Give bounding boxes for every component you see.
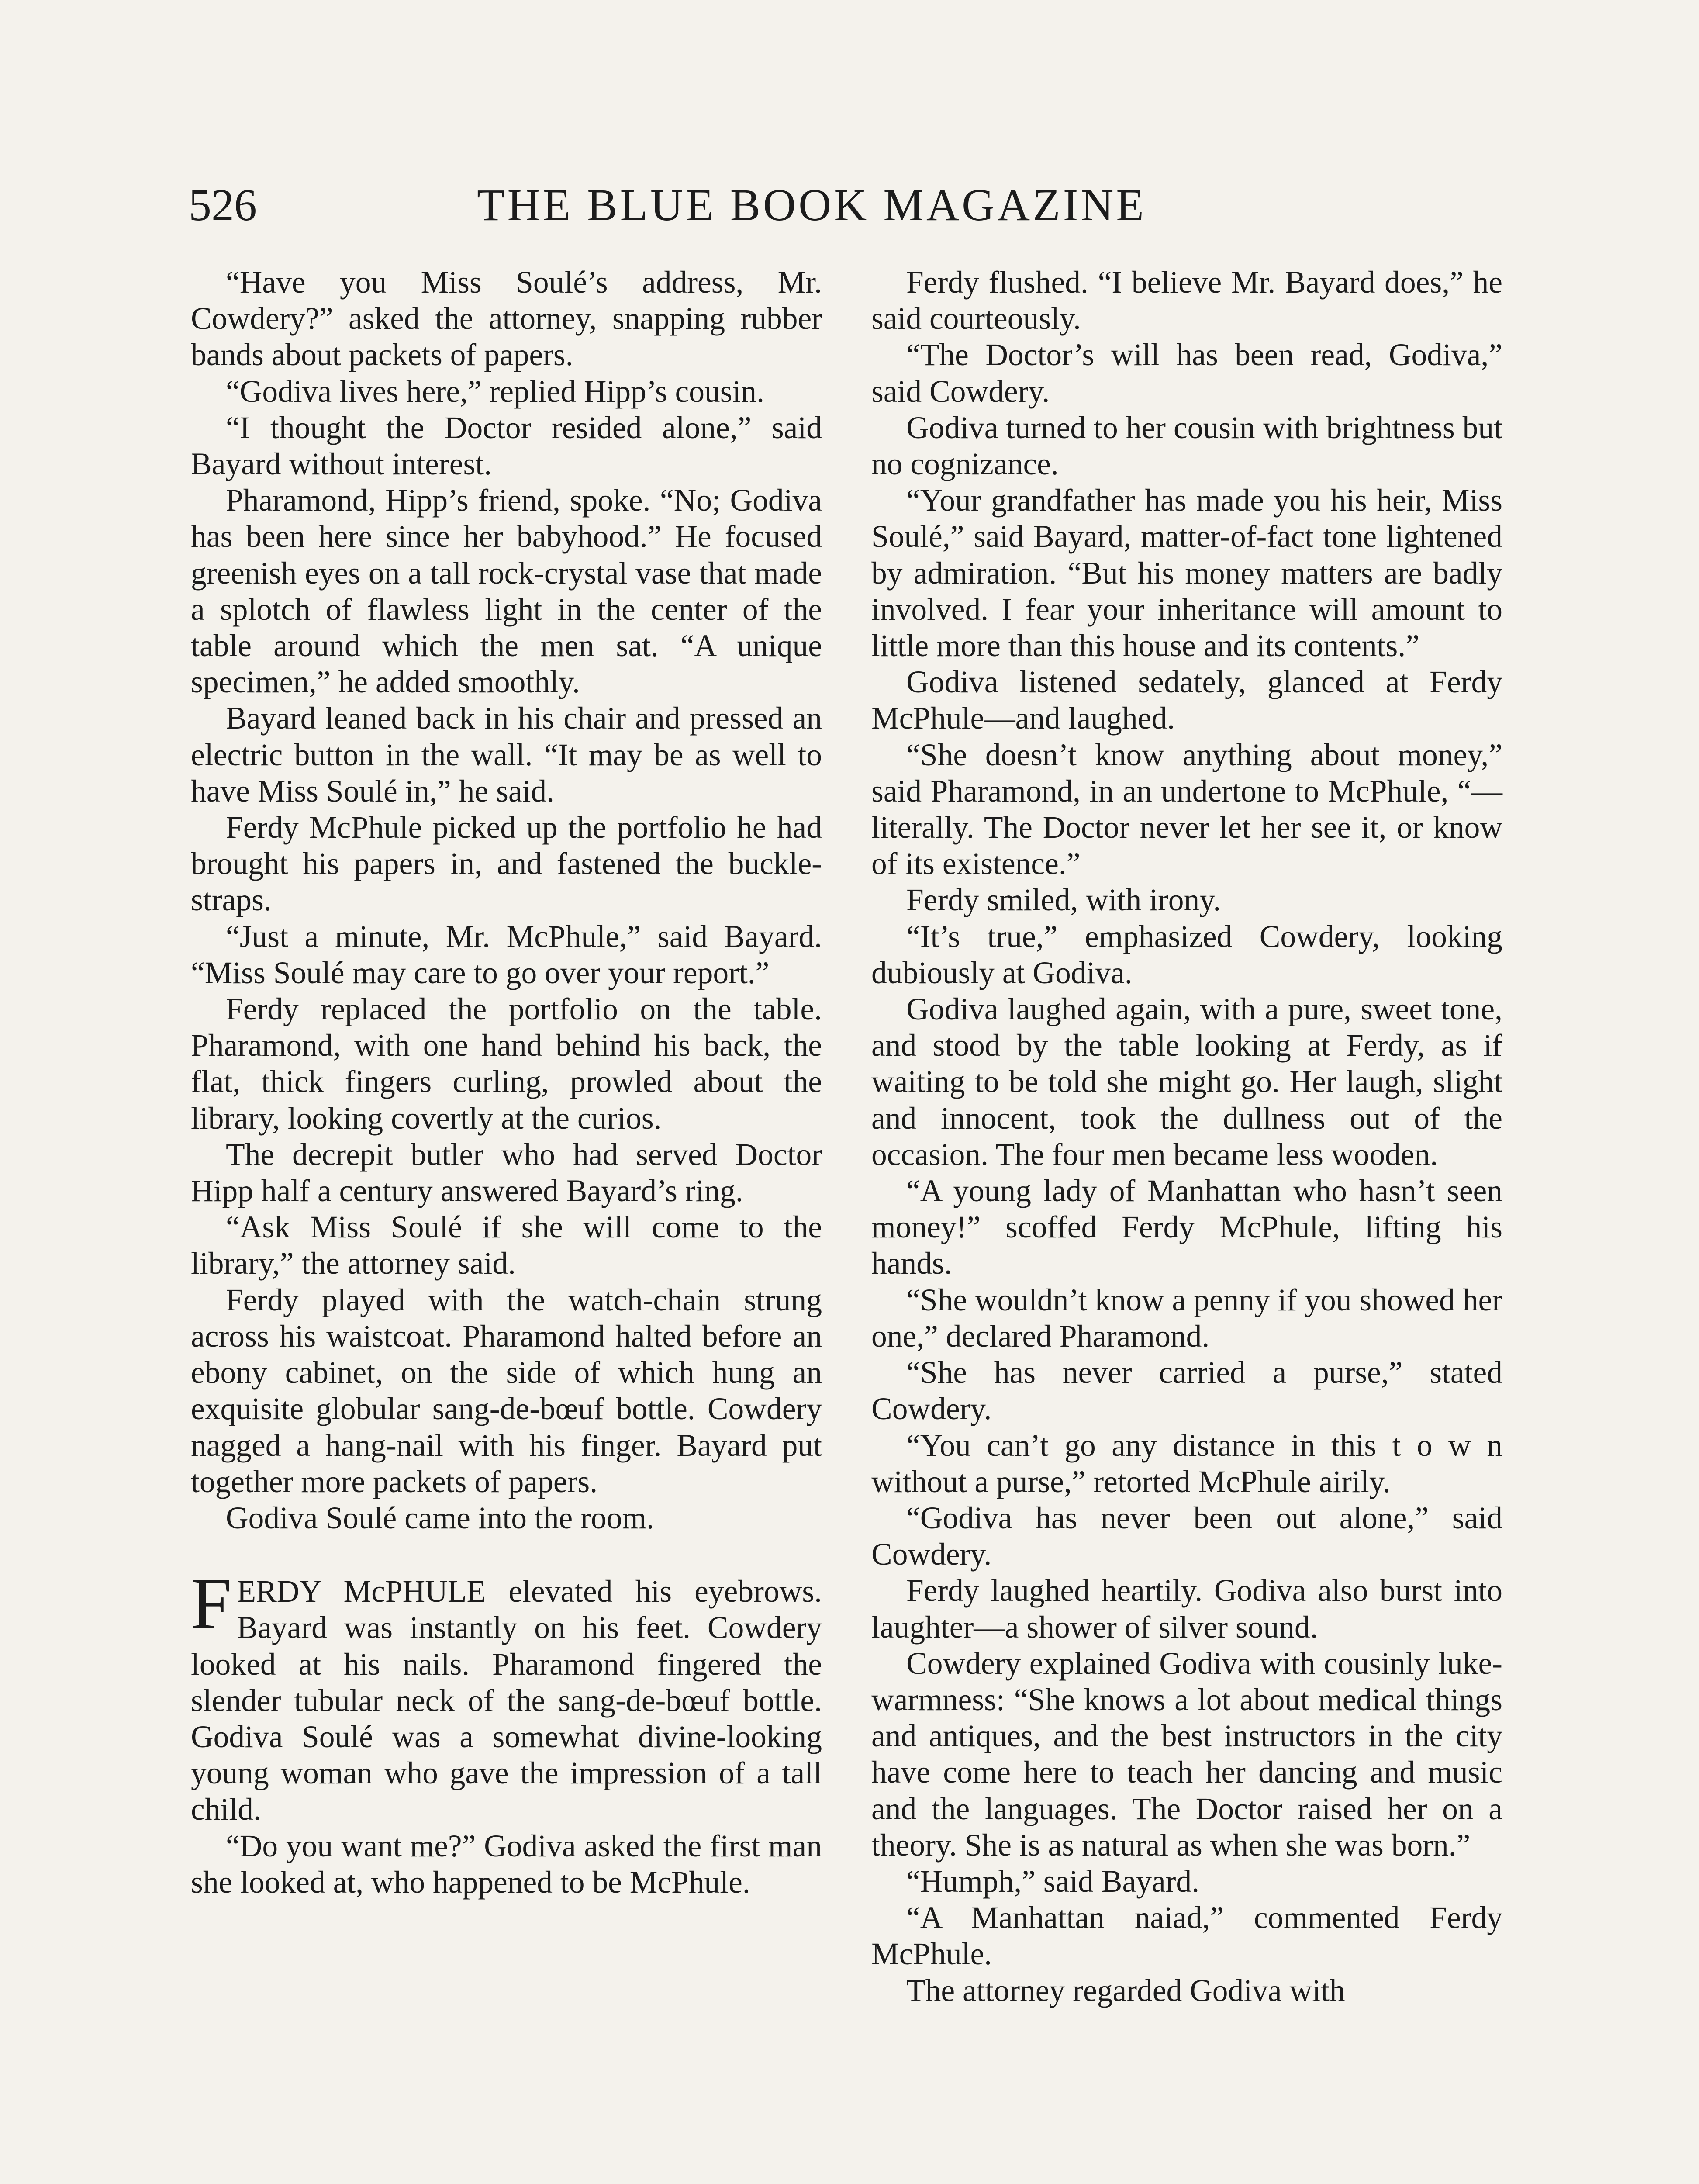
left-column bbox=[191, 264, 822, 1901]
paragraph: Ferdy laughed heartily. Godiva also burst into laughter—a shower of silver sound. bbox=[871, 1573, 1502, 1645]
dropcap-paragraph bbox=[191, 1563, 822, 1828]
paragraph: Godiva Soulé came into the room. bbox=[226, 1500, 654, 1535]
paragraph: “It’s true,” emphasized Cowdery, looking dubiously at Godiva. bbox=[871, 919, 1502, 990]
paragraph: “She doesn’t know anything about money,” said Pharamond, in an undertone to McPhule, “—literally. The Doctor never let her see it, or know of its existence.” bbox=[871, 737, 1502, 881]
paragraph: Godiva laughed again, with a pure, sweet tone, and stood by the table looking at Ferdy, as if waiting to be told she might go. Her laugh, slight and innocent, took the dullness out of the occasion. The four men became less wooden. bbox=[871, 992, 1502, 1172]
dropcap-paragraph-text: ERDY McPHULE elevated his eyebrows. Bayard was instantly on his feet. Cowdery looked at his nails. Pharamond fingered the slender tubular neck of the sang-de-bœuf bottle. Godiva Soulé was a somewhat divine-looking young woman who gave the impression of a tall child. bbox=[191, 1574, 822, 1827]
paragraph: “Just a minute, Mr. McPhule,” said Bayard. “Miss Soulé may care to go over your report.” bbox=[191, 919, 822, 990]
page-header bbox=[189, 173, 1512, 238]
paragraph: “A young lady of Manhattan who hasn’t seen money!” scoffed Ferdy McPhule, lifting his hands. bbox=[871, 1174, 1502, 1281]
page-number: 526 bbox=[189, 180, 257, 230]
paragraph: Ferdy replaced the portfolio on the table. Pharamond, with one hand behind his back, the flat, thick fingers curling, prowled about the library, looking covertly at the curios. bbox=[191, 992, 822, 1136]
running-title: THE BLUE BOOK MAGAZINE bbox=[477, 180, 1146, 230]
paragraph: Ferdy McPhule picked up the portfolio he had brought his papers in, and fastened the buckle-straps. bbox=[191, 810, 822, 918]
paragraph: Pharamond, Hipp’s friend, spoke. “No; Godiva has been here since her babyhood.” He focused greenish eyes on a tall rock-crystal vase that made a splotch of flawless light in the center of the table around which the men sat. “A unique specimen,” he added smoothly. bbox=[191, 483, 822, 700]
section-break bbox=[191, 1536, 822, 1573]
paragraph: “Have you Miss Soulé’s address, Mr. Cowdery?” asked the attorney, snapping rubber bands about packets of papers. bbox=[191, 265, 822, 373]
paragraph: “A Manhattan naiad,” commented Ferdy McPhule. bbox=[871, 1901, 1502, 1972]
paragraph: Godiva listened sedately, glanced at Ferdy McPhule—and laughed. bbox=[871, 665, 1502, 736]
paragraph: The decrepit butler who had served Doctor Hipp half a century answered Bayard’s ring. bbox=[191, 1137, 822, 1209]
drop-cap: F bbox=[191, 1563, 232, 1645]
paragraph: The attorney regarded Godiva with bbox=[906, 1973, 1345, 2008]
paragraph: “Your grandfather has made you his heir, Miss Soulé,” said Bayard, matter-of-fact tone lightened by admiration. “But his money matters are badly involved. I fear your inheritance will amount to little more than this house and its contents.” bbox=[871, 483, 1502, 663]
paragraph: Cowdery explained Godiva with cousinly luke-warmness: “She knows a lot about medical things and antiques, and the best instructors in the city have come here to teach her dancing and music and the languages. The Doctor raised her on a theory. She is as natural as when she was born.” bbox=[871, 1646, 1502, 1863]
paragraph: “Do you want me?” Godiva asked the first man she looked at, who happened to be McPhule. bbox=[191, 1828, 822, 1900]
paragraph: “She has never carried a purse,” stated Cowdery. bbox=[871, 1355, 1502, 1427]
right-column bbox=[871, 264, 1502, 2009]
paragraph: Bayard leaned back in his chair and pressed an electric button in the wall. “It may be as well to have Miss Soulé in,” he said. bbox=[191, 701, 822, 809]
paragraph: “She wouldn’t know a penny if you showed her one,” declared Pharamond. bbox=[871, 1282, 1502, 1354]
paragraph: Ferdy flushed. “I believe Mr. Bayard does,” he said courteously. bbox=[871, 265, 1502, 336]
paragraph: “Humph,” said Bayard. bbox=[906, 1864, 1200, 1899]
paragraph: Godiva turned to her cousin with brightness but no cognizance. bbox=[871, 410, 1502, 482]
paragraph: “Godiva has never been out alone,” said Cowdery. bbox=[871, 1500, 1502, 1572]
paragraph: “The Doctor’s will has been read, Godiva,” said Cowdery. bbox=[871, 338, 1502, 409]
paragraph: “Godiva lives here,” replied Hipp’s cousin. bbox=[226, 374, 765, 409]
paragraph: “Ask Miss Soulé if she will come to the library,” the attorney said. bbox=[191, 1210, 822, 1281]
paragraph: “I thought the Doctor resided alone,” said Bayard without interest. bbox=[191, 410, 822, 482]
paragraph: Ferdy smiled, with irony. bbox=[906, 883, 1221, 918]
paragraph: “You can’t go any distance in this t o w n without a purse,” retorted McPhule airily. bbox=[871, 1428, 1502, 1499]
paragraph: Ferdy played with the watch-chain strung across his waistcoat. Pharamond halted before an ebony cabinet, on the side of which hung an exquisite globular sang-de-bœuf bottle. Cowdery nagged a hang-nail with his finger. Bayard put together more packets of papers. bbox=[191, 1282, 822, 1499]
